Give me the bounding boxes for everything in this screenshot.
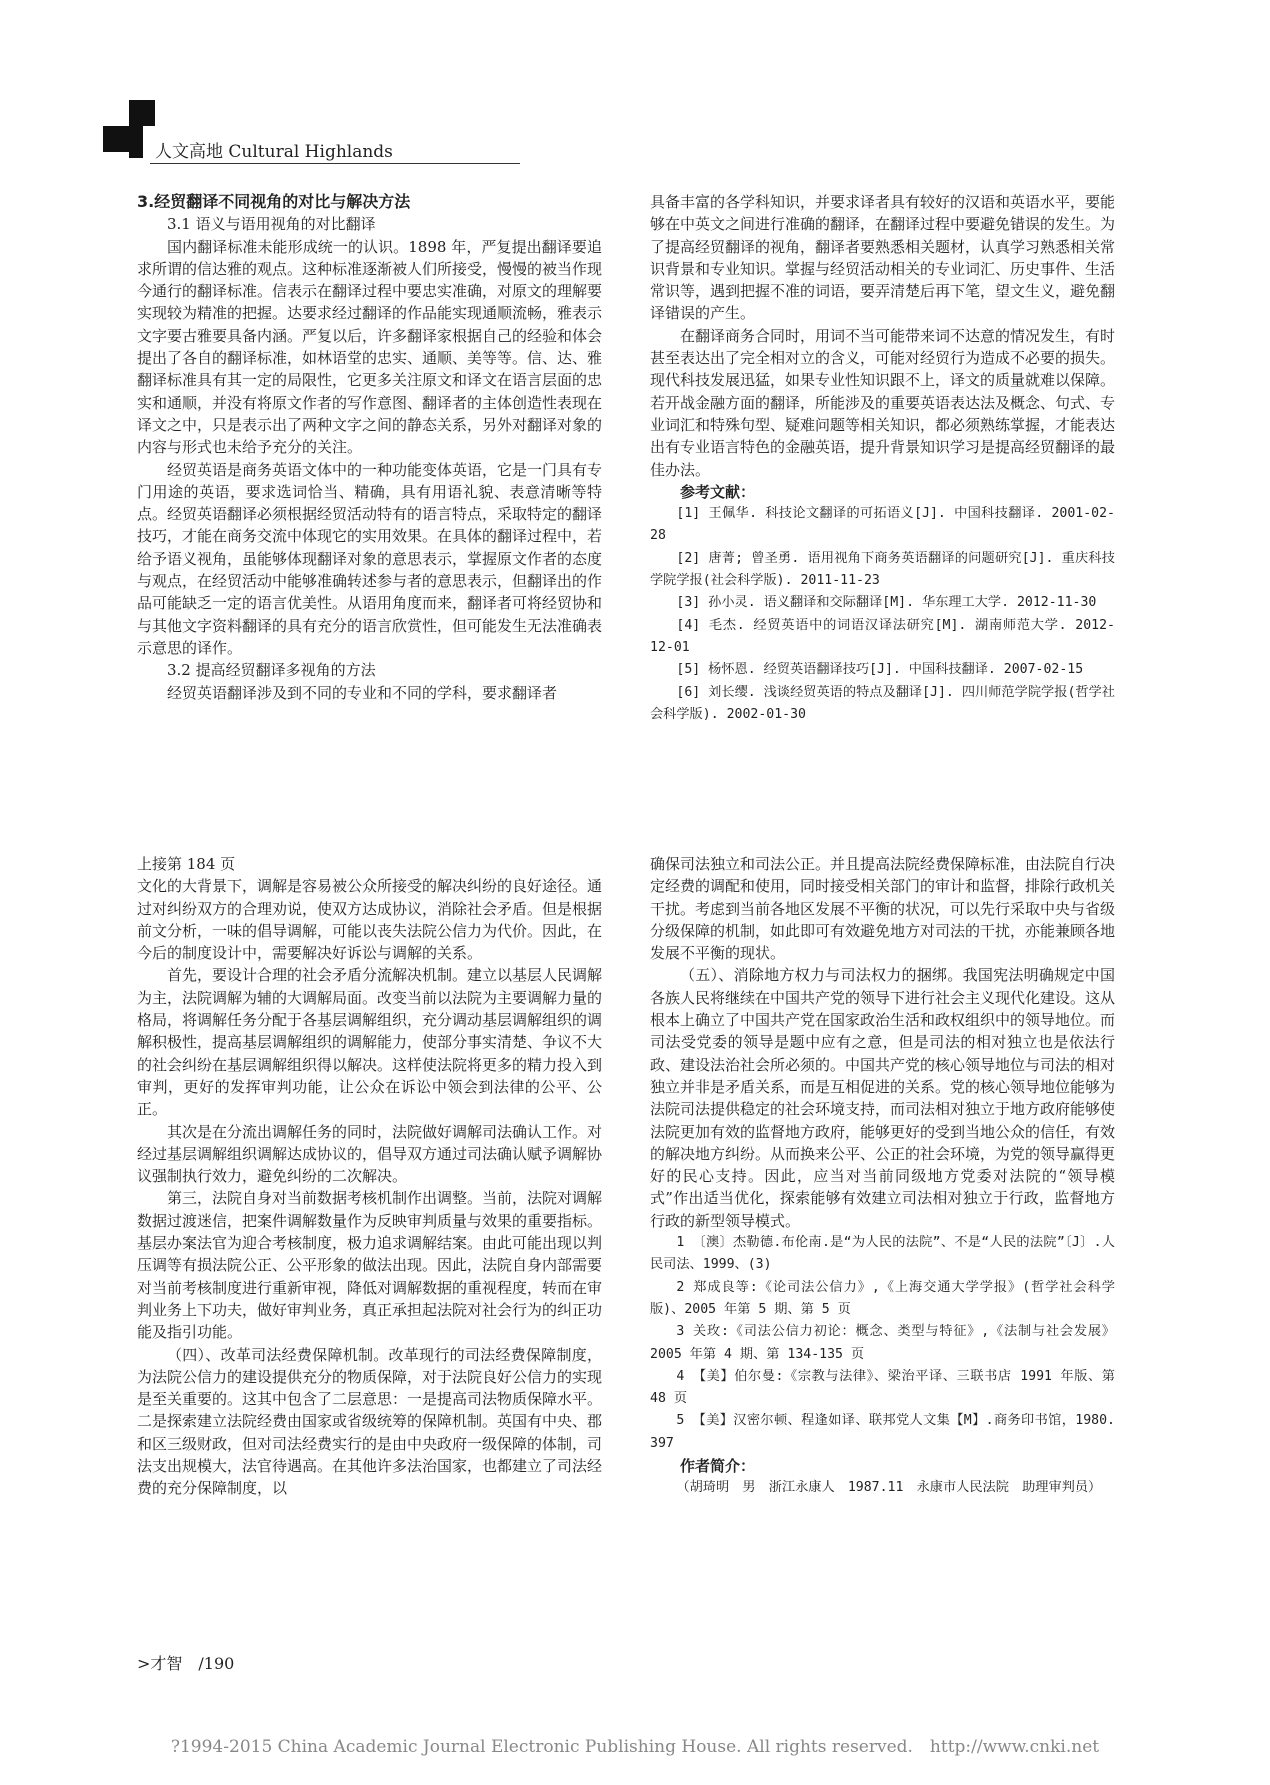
copyright-notice: ?1994-2015 China Academic Journal Electronic Publishing House. All rights reserved. http://www.cnki.net [170, 1737, 1100, 1757]
article-column-top-right [650, 191, 1115, 751]
paragraph: 经贸英语翻译涉及到不同的专业和不同的学科，要求翻译者 [167, 683, 558, 702]
reference-item: 4 【美】伯尔曼:《宗教与法律》、梁治平译、三联书店 1991 年版、第 48 页 [650, 1368, 1115, 1407]
reference-item: [2] 唐菁; 曾圣勇. 语用视角下商务英语翻译的问题研究[J]. 重庆科技学院学报(社会科学版). 2011-11-23 [650, 550, 1115, 589]
subsection-title: 3.1 语义与语用视角的对比翻译 [167, 215, 376, 234]
reference-item: [5] 杨怀恩. 经贸英语翻译技巧[J]. 中国科技翻译. 2007-02-15 [676, 662, 1084, 678]
journal-logo [103, 100, 161, 158]
paragraph: 具备丰富的各学科知识，并要求译者具有较好的汉语和英语水平，要能够在中英文之间进行准确的翻译，在翻译过程中要避免错误的发生。为了提高经贸翻译的视角，翻译者要熟悉相关题材，认真学习熟悉相关常识背景和专业知识。掌握与经贸活动相关的专业词汇、历史事件、生活常识等，遇到把握不准的词语，要弄清楚后再下笔，望文生义，避免翻译错误的产生。 [650, 193, 1115, 323]
paragraph: 经贸英语是商务英语文体中的一种功能变体英语，它是一门具有专门用途的英语，要求选词恰当、精确，具有用语礼貌、表意清晰等特点。经贸英语翻译必须根据经贸活动特有的语言特点，采取特定的翻译技巧，才能在商务交流中体现它的实用效果。在具体的翻译过程中，若给予语义视角，虽能够体现翻译对象的意思表示，掌握原文作者的态度与观点，在经贸活动中能够准确转述参与者的意思表示，但翻译出的作品可能缺乏一定的语言优美性。从语用角度而来，翻译者可将经贸协和与其他文字资料翻译的具有充分的语言欣赏性，但可能发生无法准确表示意思的译作。 [137, 460, 602, 657]
reference-item: [6] 刘长缨. 浅谈经贸英语的特点及翻译[J]. 四川师范学院学报(哲学社会科学版). 2002-01-30 [650, 684, 1115, 722]
paragraph: 上接第 184 页 [137, 855, 236, 873]
paragraph: 国内翻译标准未能形成统一的认识。1898 年，严复提出翻译要追求所谓的信达雅的观点。这种标准逐渐被人们所接受，慢慢的被当作现今通行的翻译标准。信表示在翻译过程中要忠实准确，对原文的理解要实现较为精准的把握。达要求经过翻译的作品能实现通顺流畅，雅表示文字要古雅要具备内涵。严复以后，许多翻译家根据自己的经验和体会提出了各自的翻译标准，如林语堂的忠实、通顺、美等等。信、达、雅翻译标准具有其一定的局限性，它更多关注原文和译文在语言层面的忠实和通顺，并没有将原文作者的写作意图、翻译者的主体创造性表现在译文之中，只是表示出了两种文字之间的静态关系，另外对翻译对象的内容与形式也未给予充分的关注。 [137, 237, 602, 457]
header-rule [150, 163, 520, 164]
section-title: 3.经贸翻译不同视角的对比与解决方法 [137, 192, 411, 211]
paragraph: 第三，法院自身对当前数据考核机制作出调整。当前，法院对调解数据过渡迷信，把案件调解数量作为反映审判质量与效果的重要指标。基层办案法官为迎合考核制度，极力追求调解结案。由此可能出现以判压调等有损法院公正、公平形象的做法出现。因此，法院自身内部需要对当前考核制度进行重新审视，降低对调解数据的重视程度，转而在审判业务上下功夫，做好审判业务，真正承担起法院对社会行为的纠正功能及指引功能。 [137, 1189, 602, 1342]
article-column-bottom-left [137, 853, 602, 1513]
reference-item: 1 〔澳〕杰勒德.布伦南.是“为人民的法院”、不是“人民的法院”〔J〕.人民司法、1999、(3) [650, 1235, 1115, 1273]
paragraph: 确保司法独立和司法公正。并且提高法院经费保障标准，由法院自行决定经费的调配和使用，同时接受相关部门的审计和监督，排除行政机关干扰。考虑到当前各地区发展不平衡的状况，可以先行采取中央与省级分级保障的机制，如此即可有效避免地方对司法的干扰，亦能兼顾各地发展不平衡的现状。 [650, 855, 1115, 963]
paragraph: 文化的大背景下，调解是容易被公众所接受的解决纠纷的良好途径。通过对纠纷双方的合理劝说，使双方达成协议，消除社会矛盾。但是根据前文分析，一味的倡导调解，可能以丧失法院公信力为代价。因此，在今后的制度设计中，需要解决好诉讼与调解的关系。 [137, 877, 602, 963]
reference-item: 5 【美】汉密尔顿、程逢如译、联邦党人文集【M】.商务印书馆，1980. 397 [650, 1413, 1115, 1451]
paragraph: （四）、改革司法经费保障机制。改革现行的司法经费保障制度，为法院公信力的建设提供充分的物质保障，对于法院良好公信力的实现是至关重要的。这其中包含了二层意思：一是提高司法物质保障水平。二是探索建立法院经费由国家或省级统筹的保障机制。英国有中央、郡和区三级财政，但对司法经费实行的是由中央政府一级保障的体制，司法支出规模大，法官待遇高。在其他许多法治国家，也都建立了司法经费的充分保障制度，以 [137, 1345, 602, 1498]
references-heading: 作者简介： [680, 1457, 756, 1476]
reference-item: [3] 孙小灵. 语义翻译和交际翻译[M]. 华东理工大学. 2012-11-30 [676, 595, 1097, 611]
paragraph: 在翻译商务合同时，用词不当可能带来词不达意的情况发生，有时甚至表达出了完全相对立的含义，可能对经贸行为造成不必要的损失。现代科技发展迅猛，如果专业性知识跟不上，译文的质量就难以保障。若开战金融方面的翻译，所能涉及的重要英语表达法及概念、句式、专业词汇和特殊句型、疑难问题等相关知识，都必须熟练掌握，才能表达出有专业语言特色的金融英语，提升背景知识学习是提高经贸翻译的最佳办法。 [650, 326, 1115, 479]
references-heading: 参考文献： [680, 482, 756, 501]
reference-item: [1] 王佩华. 科技论文翻译的可拓语义[J]. 中国科技翻译. 2001-02-28 [650, 506, 1115, 544]
reference-item: [4] 毛杰. 经贸英语中的词语汉译法研究[M]. 湖南师范大学. 2012-12-01 [650, 617, 1115, 655]
page-number: >才智 /190 [137, 1654, 235, 1673]
paragraph: （五）、消除地方权力与司法权力的捆绑。我国宪法明确规定中国各族人民将继续在中国共产党的领导下进行社会主义现代化建设。这从根本上确立了中国共产党在国家政治生活和政权组织中的领导地位。而司法受党委的领导是题中应有之意，但是司法的相对独立也是依法行政、建设法治社会所必须的。中国共产党的核心领导地位与司法的相对独立并非是矛盾关系，而是互相促进的关系。党的核心领导地位能够为法院司法提供稳定的社会环境支持，而司法相对独立于地方政府能够使法院更加有效的监督地方政府，能够更好的受到当地公众的信任，有效的解决地方纠纷。从而换来公平、公正的社会环境，为党的领导赢得更好的民心支持。因此，应当对当前同级地方党委对法院的“领导模式”作出适当优化，探索能够有效建立司法相对独立于行政，监督地方行政的新型领导模式。 [650, 966, 1115, 1230]
paragraph: 首先，要设计合理的社会矛盾分流解决机制。建立以基层人民调解为主，法院调解为辅的大调解局面。改变当前以法院为主要调解力量的格局，将调解任务分配于各基层调解组织，充分调动基层调解组织的调解积极性，提高基层调解组织的调解能力，使部分事实清楚、争议不大的社会纠纷在基层调解组织得以解决。这样使法院将更多的精力投入到审判，更好的发挥审判功能，让公众在诉讼中领会到法律的公平、公正。 [137, 966, 602, 1119]
article-column-top-left [137, 191, 602, 751]
reference-item: （胡琦明 男 浙江永康人 1987.11 永康市人民法院 助理审判员） [676, 1480, 1102, 1496]
subsection-title: 3.2 提高经贸翻译多视角的方法 [167, 661, 376, 680]
paragraph: 其次是在分流出调解任务的同时，法院做好调解司法确认工作。对经过基层调解组织调解达成协议的，倡导双方通过司法确认赋予调解协议强制执行效力，避免纠纷的二次解决。 [137, 1122, 602, 1186]
section-header: 人文高地 Cultural Highlands [155, 142, 393, 162]
reference-item: 2 郑成良等:《论司法公信力》,《上海交通大学学报》(哲学社会科学版)、2005 年第 5 期、第 5 页 [650, 1279, 1115, 1317]
reference-item: 3 关玫:《司法公信力初论：概念、类型与特征》,《法制与社会发展》2005 年第 4 期、第 134-135 页 [650, 1324, 1115, 1362]
article-column-bottom-right [650, 853, 1115, 1513]
